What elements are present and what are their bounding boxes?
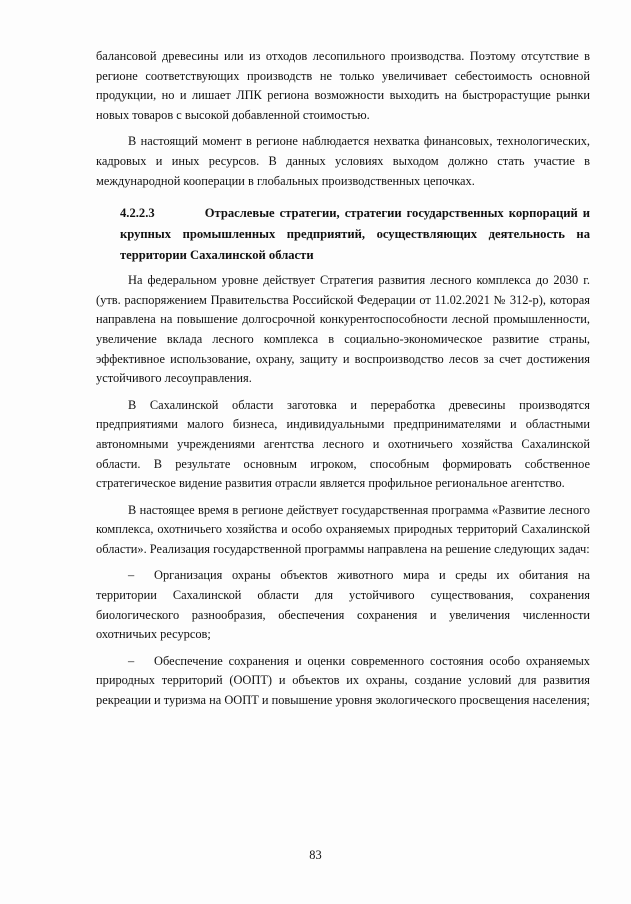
section-title-block: [120, 203, 590, 266]
list-item-text: Обеспечение сохранения и оценки современного состояния особо охраняемых природных территорий (ООПТ) и объектов их охраны, создание условий для развития рекреации и туризма на ООПТ и повышение уровня экологического просвещения населения;: [96, 653, 590, 708]
section-number-text: 4.2.2.3: [120, 206, 155, 221]
page-number: 83: [309, 848, 322, 862]
section-heading: [96, 203, 590, 266]
paragraph-continuation: балансовой древесины или из отходов лесопильного производства. Поэтому отсутствие в регионе соответствующих производств не только увеличивает себестоимость основной продукции, но и лишает ЛПК региона возможности выходить на быстрорастущие рынки новых товаров с высокой добавленной стоимостью.: [96, 49, 590, 122]
page-content: [96, 47, 590, 718]
section-title: Отраслевые стратегии, стратегии государственных корпораций и крупных промышленных предприятий, осуществляющих деятельность на территории Сахалинской области: [120, 206, 591, 263]
list-item: [96, 566, 590, 644]
paragraph-federal-strategy: На федеральном уровне действует Стратегия развития лесного комплекса до 2030 г. (утв. распоряжением Правительства Российской Федерации от 11.02.2021 № 312-р), которая направлена на повышение долгосрочной конкурентоспособности лесной промышленности, увеличение вклада лесного комплекса в социально-экономическое развитие страны, эффективное использование, охрану, защиту и воспроизводство лесов за счет достижения устойчивого лесоуправления.: [96, 273, 590, 386]
paragraph-state-program: В настоящее время в регионе действует государственная программа «Развитие лесного комплекса, охотничьего хозяйства и особо охраняемых природных территорий Сахалинской области». Реализация государственной программы направлена на решение следующих задач:: [96, 502, 590, 556]
list-item-text: Организация охраны объектов животного мира и среды их обитания на территории Сахалинской области для устойчивого существования, сохранения биологического разнообразия, обеспечения сохранения и увеличения численности охотничьих ресурсов;: [96, 568, 590, 642]
paragraph-sakhalin-logging: В Сахалинской области заготовка и переработка древесины производятся предприятиями малого бизнеса, индивидуальными предпринимателями и областными автономными учреждениями агентства лесного и охотничьего хозяйства Сахалинской области. В результате основным игроком, способным формировать собственное стратегическое видение развития отрасли является профильное региональное агентство.: [96, 397, 590, 491]
section-number: [96, 203, 120, 266]
list-marker: –: [128, 568, 135, 583]
list-item: [96, 652, 590, 711]
list-marker: –: [128, 653, 135, 668]
paragraph-resources: В настоящий момент в регионе наблюдается нехватка финансовых, технологических, кадровых и иных ресурсов. В данных условиях выходом должно стать участие в международной кооперации в глобальных производственных цепочках.: [96, 134, 590, 188]
